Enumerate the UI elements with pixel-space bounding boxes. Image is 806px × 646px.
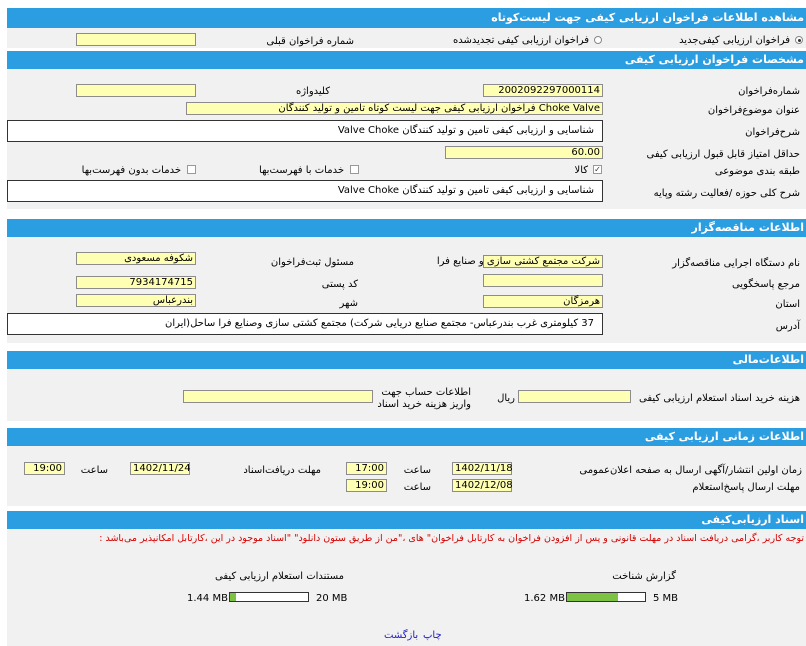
schedule-panel xyxy=(7,446,806,506)
radio-new-label: فراخوان ارزيابی کيفی‌جديد xyxy=(679,35,790,46)
publish-label: زمان اولين انتشار/آگهی ارسال به صفحه اعلان‌عمومی xyxy=(579,465,802,476)
address-label: آدرس xyxy=(775,321,800,332)
doc-deadline-time-label: ساعت xyxy=(80,465,108,476)
doc1-progress xyxy=(566,592,646,602)
description-field[interactable]: شناسایی و ارزیابی کیفی تامین و تولید کنندگان Valve Choke xyxy=(7,120,603,142)
postal-code-field[interactable]: 7934174715 xyxy=(76,276,196,289)
org-field[interactable]: شرکت مجتمع کشتی سازی و صنایع فرا xyxy=(483,255,603,268)
reply-time-field[interactable]: 19:00 xyxy=(346,479,387,492)
radio-new[interactable] xyxy=(795,36,803,44)
doc2-size: 1.44 MB xyxy=(187,593,228,604)
documents-panel xyxy=(7,529,806,646)
download-warning: توجه کاربر ،گرامی دريافت اسناد در مهلت قانونی و پس از افزودن فراخوان به کارتابل فراخوان" های ،"من از طريق ستون دانلود" "اسناد موجود در اين ،کارتابل امکانپذير می‌باشد : xyxy=(99,533,804,544)
fee-label: هزينه خريد اسناد استعلام ارزيابی کيفی xyxy=(639,393,800,404)
city-label: شهر xyxy=(339,298,358,309)
scope-label: شرح کلی حوزه /فعالیت رشته وپایه xyxy=(653,188,800,199)
keyword-field[interactable] xyxy=(76,84,196,97)
services-nolist-label: خدمات بدون فهرست‌بها xyxy=(81,165,181,176)
subject-field[interactable]: Choke Valve فراخوان ارزیابی کیفی جهت لیست کوتاه تامین و تولید کنندگان xyxy=(186,102,603,115)
registrar-field[interactable]: شکوفه مسعودی xyxy=(76,252,196,265)
back-link[interactable]: بازگشت xyxy=(384,630,419,641)
doc2-max: 20 MB xyxy=(316,593,348,604)
prev-number-label: شماره فراخوان قبلی xyxy=(266,36,354,47)
category-label: طبقه بندی موضوعی xyxy=(714,166,800,177)
call-number-field[interactable]: 2002092297000114 xyxy=(483,84,603,97)
account-label-1: اطلاعات حساب جهت xyxy=(381,387,471,398)
page-title: مشاهده اطلاعات فراخوان ارزيابی کيفی جهت ليست‌کوتاه xyxy=(7,8,806,28)
doc1-max: 5 MB xyxy=(653,593,679,604)
section-title-documents: اسناد ارزیابی‌کيفی xyxy=(7,511,806,529)
doc-deadline-label: مهلت دريافت‌اسناد xyxy=(243,465,321,476)
goods-label: کالا xyxy=(574,165,588,176)
doc2-progress-fill xyxy=(230,593,236,601)
doc1-progress-fill xyxy=(567,593,618,601)
registrar-label: مسئول ثبت‌فراخوان xyxy=(270,257,354,268)
org-label: نام دستگاه اجرايی مناقصه‌گزار xyxy=(672,258,800,269)
doc2-label: مستندات استعلام ارزيابی کيفی xyxy=(214,571,344,582)
fee-unit: ريال xyxy=(497,393,515,404)
min-score-label: حداقل امتیاز قابل قبول ارزیابی کیفی xyxy=(646,149,800,160)
reference-label: مرجع پاسخگويی xyxy=(731,279,800,290)
reply-date-field[interactable]: 1402/12/08 xyxy=(452,479,512,492)
services-nolist-checkbox[interactable] xyxy=(187,165,196,174)
reply-deadline-label: مهلت ارسال پاسخ‌استعلام xyxy=(692,482,800,493)
province-field[interactable]: هرمزگان xyxy=(483,295,603,308)
keyword-label: کليدواژه xyxy=(295,86,330,97)
print-link[interactable]: چاپ xyxy=(423,630,442,641)
postal-code-label: کد پستی xyxy=(321,279,358,290)
scope-field[interactable]: شناسایی و ارزیابی کیفی تامین و تولید کنندگان Valve Choke xyxy=(7,180,603,202)
address-field[interactable]: 37 کیلومتری غرب بندرعباس- مجتمع صنایع دریایی شرکت) مجتمع کشتی سازی وصنایع فرا ساحل(ایران xyxy=(7,313,603,335)
section-title-call-specs: مشخصات فراخوان ارزيابی کيفی xyxy=(7,51,806,69)
radio-renewed[interactable] xyxy=(594,36,602,44)
doc2-progress xyxy=(229,592,309,602)
section-title-schedule: اطلاعات زمانی ارزيابی کيفی xyxy=(7,428,806,446)
subject-label: عنوان موضوع‌فراخوان xyxy=(707,105,800,116)
province-label: استان xyxy=(775,299,800,310)
doc1-label: گزارش شناخت xyxy=(612,571,676,582)
services-list-checkbox[interactable] xyxy=(350,165,359,174)
account-field[interactable] xyxy=(183,390,373,403)
description-label: شرح‌فراخوان xyxy=(745,127,800,138)
doc-deadline-time-field[interactable]: 19:00 xyxy=(24,462,65,475)
services-list-label: خدمات با فهرست‌بها xyxy=(259,165,344,176)
city-field[interactable]: بندرعباس xyxy=(76,294,196,307)
prev-number-field[interactable] xyxy=(76,33,196,46)
reference-field[interactable] xyxy=(483,274,603,287)
publish-time-field[interactable]: 17:00 xyxy=(346,462,387,475)
doc-deadline-date-field[interactable]: 1402/11/24 xyxy=(130,462,190,475)
goods-checkbox[interactable]: ✓ xyxy=(594,165,601,174)
section-title-tenderer: اطلاعات مناقصه‌گزار xyxy=(7,219,806,237)
radio-renewed-label: فراخوان ارزيابی کيفی تجديدشده xyxy=(452,35,589,46)
account-label-2: واریز هزینه خرید اسناد xyxy=(377,399,471,410)
publish-date-field[interactable]: 1402/11/18 xyxy=(452,462,512,475)
publish-time-label: ساعت xyxy=(403,465,431,476)
reply-time-label: ساعت xyxy=(403,482,431,493)
doc1-size: 1.62 MB xyxy=(524,593,565,604)
min-score-field[interactable]: 60.00 xyxy=(445,146,603,159)
call-number-label: شماره‌فراخوان xyxy=(738,86,800,97)
section-title-financial: اطلاعات‌مالی xyxy=(7,351,806,369)
fee-field[interactable] xyxy=(518,390,631,403)
